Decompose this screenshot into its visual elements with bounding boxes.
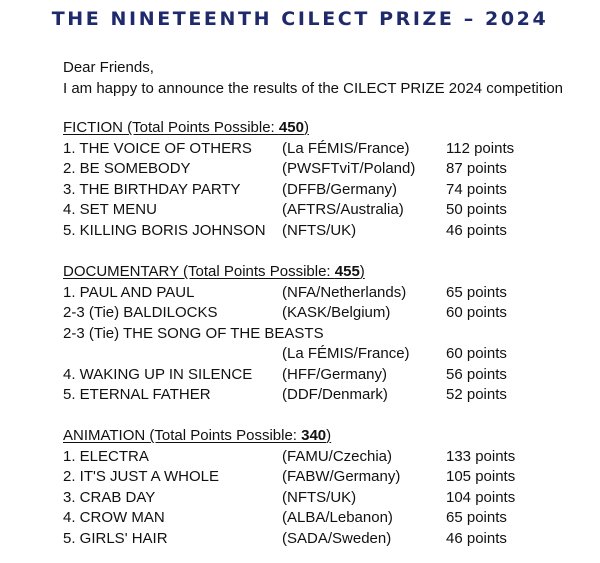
points: 105 points <box>446 468 516 485</box>
list-item <box>63 200 507 221</box>
heading-close: ) <box>326 427 332 444</box>
school: (NFA/Netherlands) <box>282 283 407 301</box>
list-item <box>63 283 507 304</box>
intro <box>63 58 563 99</box>
heading-label: FICTION (Total Points Possible: <box>63 119 279 136</box>
film-title: 3. THE BIRTHDAY PARTY <box>63 180 241 198</box>
school: (ALBA/Lebanon) <box>282 509 393 526</box>
school: (NFTS/UK) <box>282 221 357 239</box>
film-title: 1. THE VOICE OF OTHERS <box>63 139 252 157</box>
film-title: 4. SET MENU <box>63 201 157 218</box>
list-item <box>63 529 507 550</box>
points: 60 points <box>446 304 507 321</box>
film-title: 2-3 (Tie) BALDILOCKS <box>63 304 218 321</box>
school: (DDF/Denmark) <box>282 386 388 403</box>
points: 87 points <box>446 160 507 177</box>
list-item <box>63 385 507 406</box>
total-points: 340 <box>301 427 327 444</box>
list-item <box>63 324 365 345</box>
film-title: 5. ETERNAL FATHER <box>63 386 211 403</box>
points: 52 points <box>446 386 507 403</box>
section-heading <box>63 262 365 283</box>
list-item <box>63 221 507 242</box>
school: (DFFB/Germany) <box>282 180 398 198</box>
list-item <box>63 488 516 509</box>
film-title: 2. BE SOMEBODY <box>63 160 191 177</box>
section-heading <box>63 426 331 447</box>
film-title: 2. IT'S JUST A WHOLE <box>63 468 219 485</box>
film-title: 1. ELECTRA <box>63 447 149 465</box>
film-title: 3. CRAB DAY <box>63 488 156 506</box>
film-title: 5. KILLING BORIS JOHNSON <box>63 221 266 239</box>
points: 46 points <box>446 221 507 239</box>
film-title: 2-3 (Tie) THE SONG OF THE BEASTS <box>63 324 324 342</box>
school: (La FÉMIS/France) <box>282 139 410 157</box>
film-title: 5. GIRLS' HAIR <box>63 529 168 547</box>
school: (FABW/Germany) <box>282 468 401 485</box>
school: (AFTRS/Australia) <box>282 201 404 218</box>
list-item <box>63 447 516 468</box>
points: 112 points <box>446 139 515 157</box>
heading-close: ) <box>303 119 309 136</box>
list-item <box>63 139 515 160</box>
animation-section <box>63 426 516 549</box>
points: 46 points <box>446 529 507 547</box>
points: 60 points <box>446 345 507 362</box>
points: 104 points <box>446 488 516 506</box>
list-item-continuation <box>63 344 507 365</box>
school: (HFF/Germany) <box>282 365 387 383</box>
points: 65 points <box>446 509 507 526</box>
points: 74 points <box>446 180 507 198</box>
school: (KASK/Belgium) <box>282 304 391 321</box>
film-title: 1. PAUL AND PAUL <box>63 283 195 301</box>
school: (La FÉMIS/France) <box>282 345 410 362</box>
greeting: Dear Friends, <box>63 59 154 76</box>
heading-label: ANIMATION (Total Points Possible: <box>63 427 302 444</box>
points: 56 points <box>446 365 507 383</box>
school: (FAMU/Czechia) <box>282 447 393 465</box>
points: 65 points <box>446 283 507 301</box>
list-item <box>63 467 516 488</box>
heading-close: ) <box>359 263 365 280</box>
total-points: 455 <box>334 263 360 280</box>
school: (PWSFTviT/Poland) <box>282 160 416 177</box>
school: (NFTS/UK) <box>282 488 357 506</box>
list-item <box>63 365 507 386</box>
page-title: THE NINETEENTH CILECT PRIZE – 2024 <box>51 8 549 30</box>
school: (SADA/Sweden) <box>282 529 392 547</box>
film-title: 4. CROW MAN <box>63 509 165 526</box>
points: 50 points <box>446 201 507 218</box>
film-title: 4. WAKING UP IN SILENCE <box>63 365 253 383</box>
heading-label: DOCUMENTARY (Total Points Possible: <box>63 263 335 280</box>
documentary-section <box>63 262 507 406</box>
list-item <box>63 508 507 529</box>
list-item <box>63 159 507 180</box>
list-item <box>63 180 507 201</box>
points: 133 points <box>446 447 516 465</box>
fiction-section <box>63 118 515 241</box>
total-points: 450 <box>278 119 304 136</box>
section-heading <box>63 118 309 139</box>
intro-message: I am happy to announce the results of the CILECT PRIZE 2024 competition <box>63 79 564 97</box>
list-item <box>63 303 507 324</box>
